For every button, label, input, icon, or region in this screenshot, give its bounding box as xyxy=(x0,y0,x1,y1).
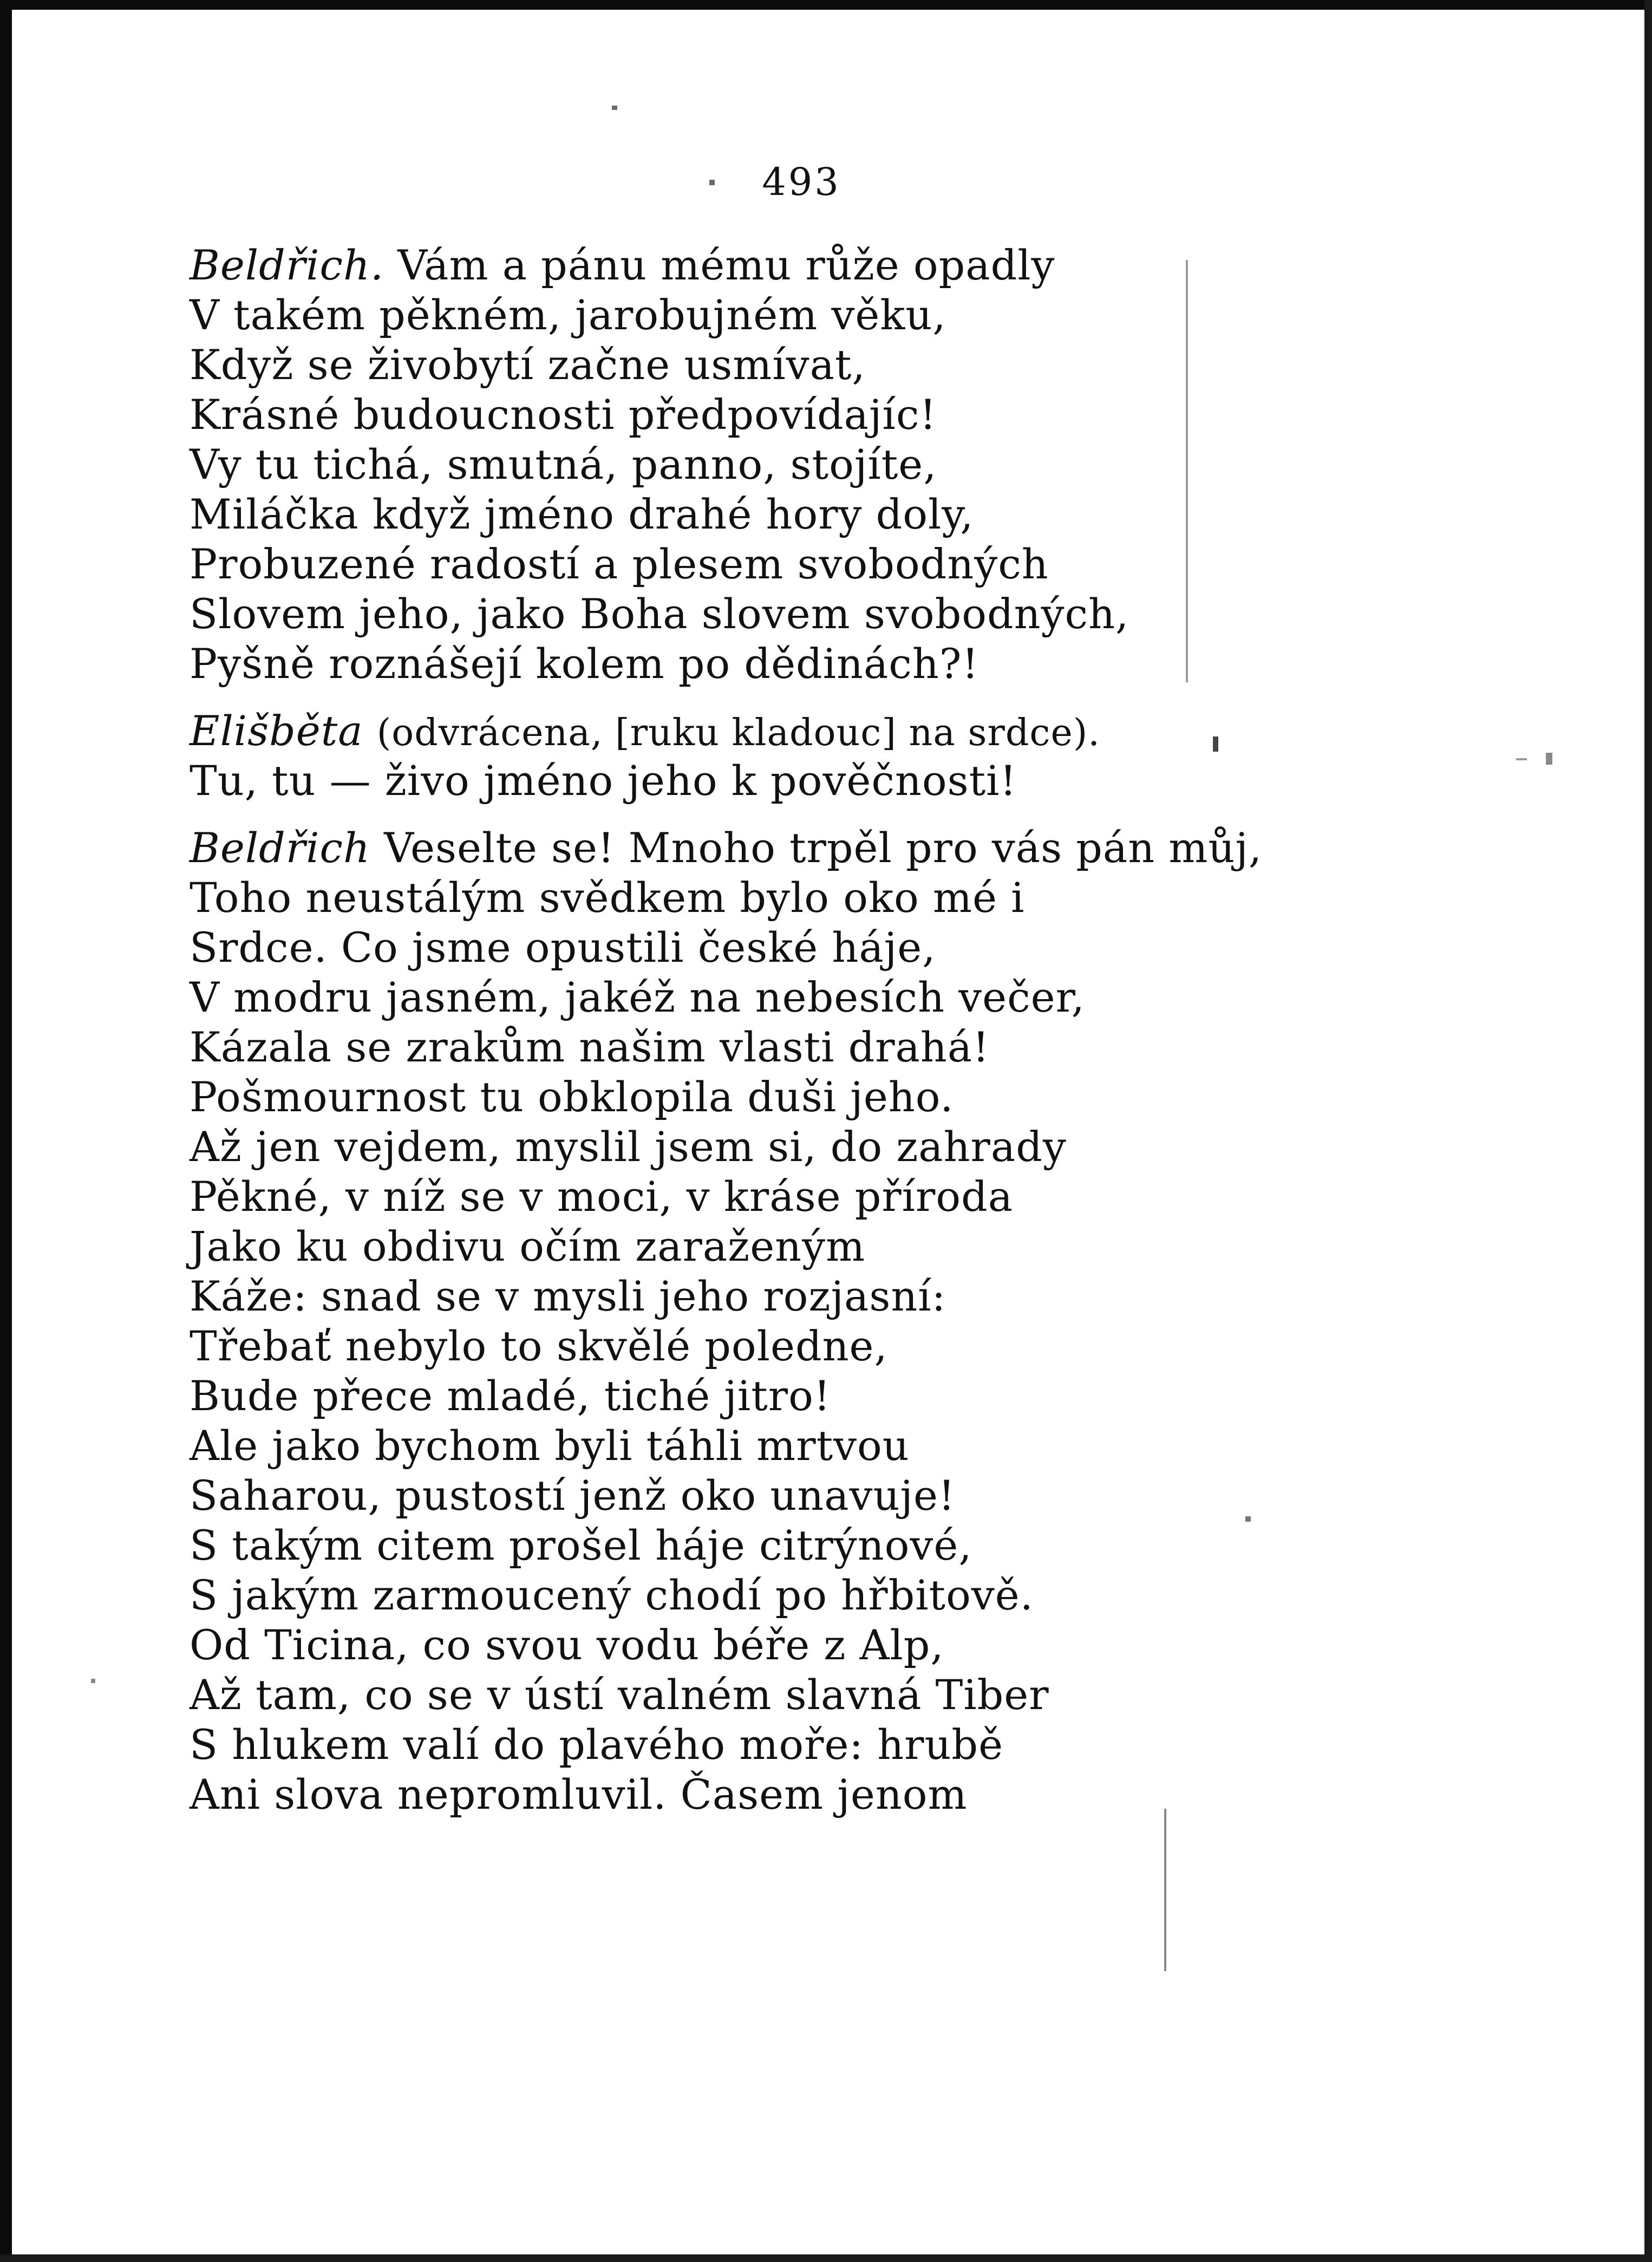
verse-line xyxy=(190,238,1055,292)
verse-line: Probuzené radostí a plesem svobodných xyxy=(190,540,1049,588)
verse-line: Saharou, pustostí jenž oko unavuje! xyxy=(190,1471,956,1520)
speaker-name: Beldřich. xyxy=(190,241,384,289)
verse-line: Třebať nebylo to skvělé poledne, xyxy=(190,1322,888,1370)
verse-line: Až tam, co se v ústí valném slavná Tiber xyxy=(190,1671,1049,1719)
scan-border-bottom xyxy=(0,2254,1652,2262)
verse-line: S takým citem prošel háje citrýnové, xyxy=(190,1521,972,1569)
verse-line: Káže: snad se v mysli jeho rozjasní: xyxy=(190,1272,946,1320)
verse-line: Ani slova nepromluvil. Časem jenom xyxy=(190,1770,968,1818)
speaker-name: Beldřich xyxy=(190,824,370,872)
verse-line: Jako ku obdivu očím zaraženým xyxy=(190,1222,866,1270)
speck xyxy=(1245,1516,1251,1522)
speck xyxy=(1213,736,1218,752)
verse-line: Když se živobytí začne usmívat, xyxy=(190,341,866,389)
verse-line: Ale jako bychom byli táhli mrtvou xyxy=(190,1422,910,1470)
bleed-through-rule xyxy=(1186,260,1188,682)
verse-line: Bude přece mladé, tiché jitro! xyxy=(190,1372,831,1420)
verse-line: Pošmournost tu obklopila duši jeho. xyxy=(190,1073,954,1121)
verse-line: Srdce. Co jsme opustili české háje, xyxy=(190,923,936,972)
verse-line: V modru jasném, jakéž na nebesích večer, xyxy=(190,973,1085,1021)
verse-line: Krásné budoucnosti předpovídajíc! xyxy=(190,390,937,439)
verse-line xyxy=(190,704,1100,760)
verse-line: Toho neustálým svědkem bylo oko mé i xyxy=(190,873,1025,922)
verse-line: Slovem jeho, jako Boha slovem svobodných, xyxy=(190,590,1129,638)
verse-line: Tu, tu — živo jméno jeho k pověčnosti! xyxy=(190,757,1017,805)
scan-border-left xyxy=(0,0,12,2262)
verse-line: Pyšně roznášejí kolem po dědinách?! xyxy=(190,640,980,688)
verse-text: Veselte se! Mnoho trpěl pro vás pán můj, xyxy=(384,824,1263,872)
verse-line: Pěkné, v níž se v moci, v kráse příroda xyxy=(190,1172,1014,1221)
verse-line: S hlukem valí do plavého moře: hrubě xyxy=(190,1720,1004,1769)
speck xyxy=(709,180,715,185)
verse-line: Vy tu tichá, smutná, panno, stojíte, xyxy=(190,440,937,488)
speck xyxy=(1546,753,1552,765)
scan-border-top xyxy=(0,0,1652,10)
verse-line: Až jen vejdem, myslil jsem si, do zahrady xyxy=(190,1123,1067,1171)
verse-line: Miláčka když jméno drahé hory doly, xyxy=(190,490,974,538)
stage-direction: (odvrácena, [ruku kladouc] na srdce). xyxy=(376,712,1100,754)
verse-line xyxy=(190,821,1262,875)
speck xyxy=(1516,758,1527,760)
verse-line: V takém pěkném, jarobujném věku, xyxy=(190,291,946,339)
verse-text: Vám a pánu mému růže opadly xyxy=(397,241,1055,289)
verse-line: Kázala se zrakům našim vlasti drahá! xyxy=(190,1023,990,1071)
speck xyxy=(612,106,617,110)
speck xyxy=(91,1679,95,1683)
page-number: 493 xyxy=(762,160,841,204)
speaker-name: Elišběta xyxy=(190,707,363,755)
verse-line: S jakým zarmoucený chodí po hřbitově. xyxy=(190,1571,1034,1619)
verse-line: Od Ticina, co svou vodu béře z Alp, xyxy=(190,1621,944,1669)
scan-border-right xyxy=(1644,0,1652,2262)
bleed-through-rule xyxy=(1164,1809,1166,1971)
